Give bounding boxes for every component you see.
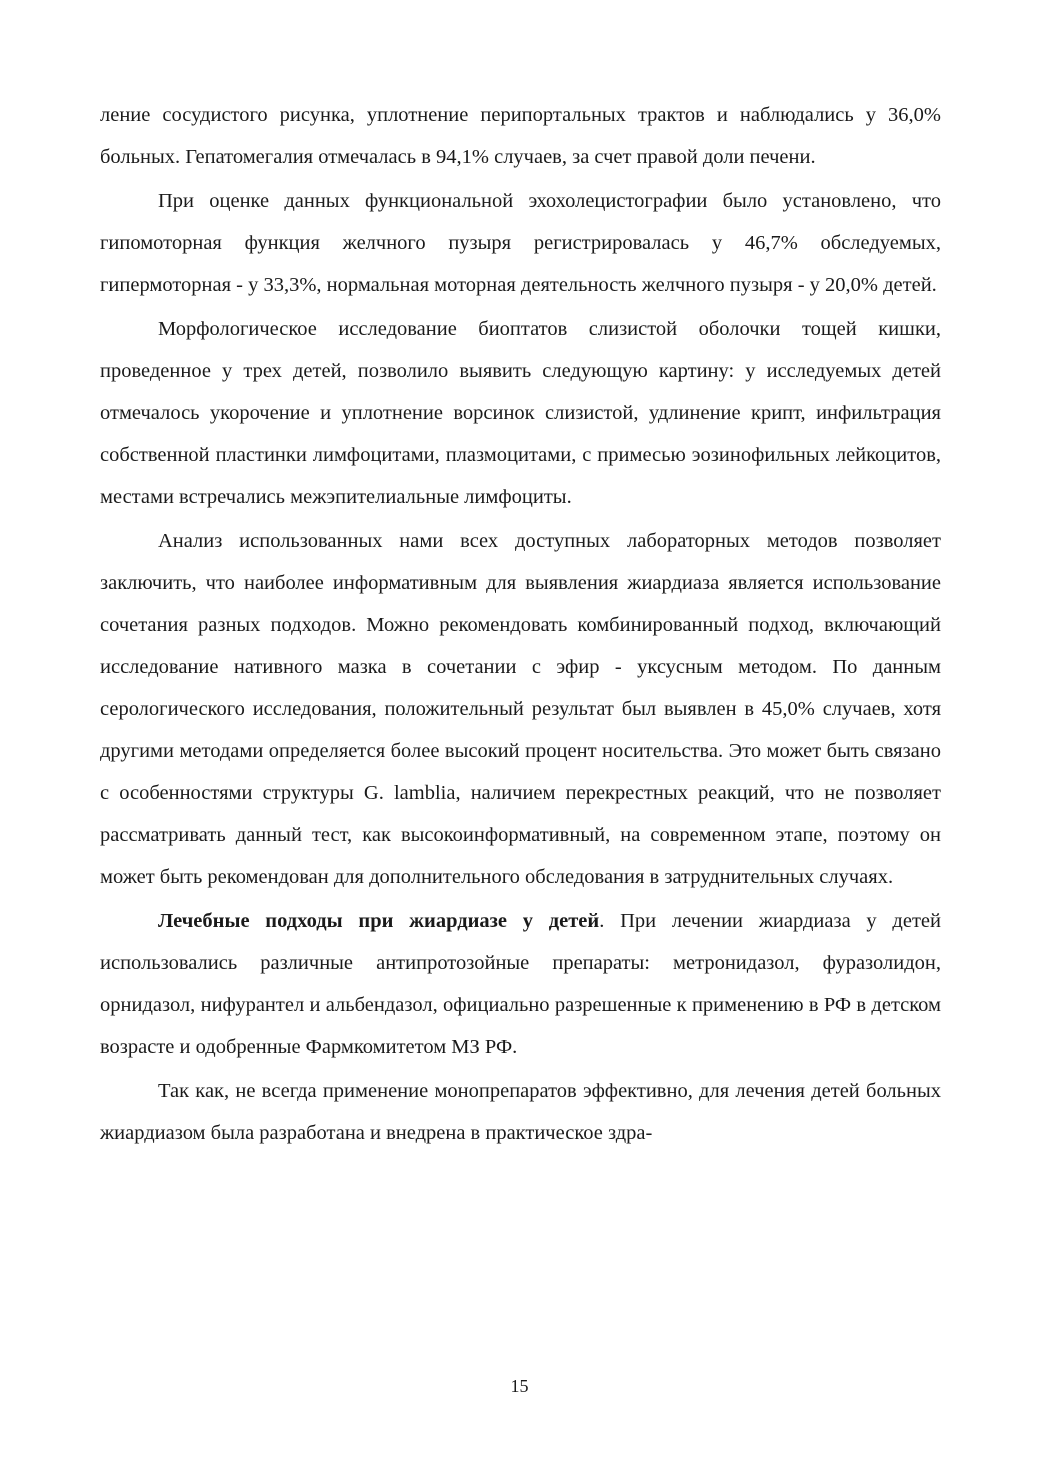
page-number: 15	[510, 1376, 529, 1396]
paragraph-morphology	[100, 308, 941, 518]
paragraph-treatment-approaches	[100, 900, 941, 1068]
document-body	[100, 94, 941, 1156]
paragraph-text: Анализ использованных нами всех доступных лабораторных методов позволяет заключить, что наиболее информативным для выявления жиардиаза является использование сочетания разных подходов. Можно рекомендовать комбинированный подход, включающий исследование нативного мазка в сочетании с эфир - уксусным методом. По данным серологического исследования, положительный результат был выявлен в 45,0% случаев, хотя другими методами определяется более высокий процент носительства. Это может быть связано с особенностями структуры G. lamblia, наличием перекрестных реакций, что не позволяет рассматривать данный тест, как высокоинформативный, на современном этапе, поэтому он может быть рекомендован для дополнительного обследования в затруднительных случаях.	[100, 530, 941, 888]
paragraph-text: Так как, не всегда применение монопрепаратов эффективно, для лечения детей больных жиардиазом была разработана и внедрена в практическое здра-	[100, 1080, 941, 1144]
paragraph-text: При оценке данных функциональной эхохолецистографии было установлено, что гипомоторная функция желчного пузыря регистрировалась у 46,7% обследуемых, гипермоторная - у 33,3%, нормальная моторная деятельность желчного пузыря - у 20,0% детей.	[100, 190, 941, 296]
paragraph-text: . При лечении жиардиаза у детей использовались различные антипротозойные препараты: метронидазол, фуразолидон, орнидазол, нифурантел и альбендазол, официально разрешенные к применению в РФ в детском возрасте и одобренные Фармкомитетом МЗ РФ.	[100, 910, 941, 1058]
paragraph-liver-findings	[100, 94, 941, 178]
paragraph-text: ление сосудистого рисунка, уплотнение перипортальных трактов и наблюдались у 36,0% больных. Гепатомегалия отмечалась в 94,1% случаев, за счет правой доли печени.	[100, 104, 941, 168]
paragraph-combined-therapy	[100, 1070, 941, 1154]
section-heading-inline: Лечебные подходы при жиардиазе у детей	[158, 910, 600, 932]
paragraph-text: Морфологическое исследование биоптатов слизистой оболочки тощей кишки, проведенное у трех детей, позволило выявить следующую картину: у исследуемых детей отмечалось укорочение и уплотнение ворсинок слизистой, удлинение крипт, инфильтрация собственной пластинки лимфоцитами, плазмоцитами, с примесью эозинофильных лейкоцитов, местами встречались межэпителиальные лимфоциты.	[100, 318, 941, 508]
paragraph-echocholecystography	[100, 180, 941, 306]
paragraph-lab-methods-analysis	[100, 520, 941, 898]
